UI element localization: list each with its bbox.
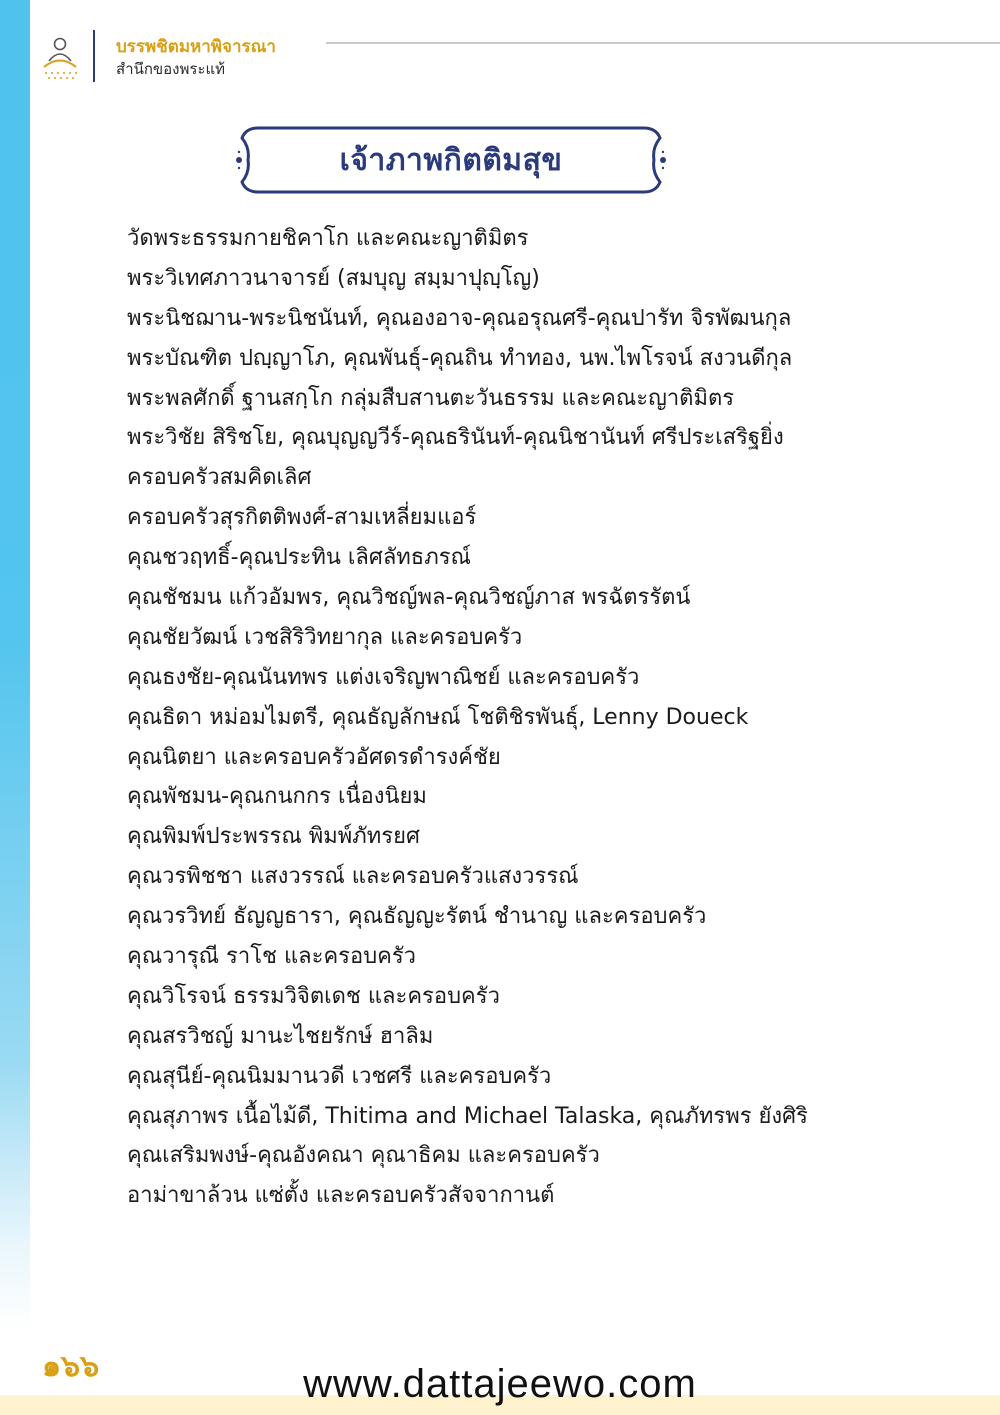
list-item: พระบัณฑิต ปญฺญาโภ, คุณพันธุ์-คุณถิน ทำทอง, นพ.ไพโรจน์ สงวนดีกุล — [127, 345, 793, 371]
list-item: พระวิเทศภาวนาจารย์ (สมบุญ สมฺมาปุญฺโญ) — [127, 265, 540, 291]
list-item: คุณวรวิทย์ ธัญญธารา, คุณธัญญะรัตน์ ชำนาญ และครอบครัว — [127, 904, 707, 930]
list-item: คุณชวฤทธิ์-คุณประทิน เลิศลัทธภรณ์ — [127, 545, 471, 571]
list-item: คุณวรพิชชา แสงวรรณ์ และครอบครัวแสงวรรณ์ — [127, 864, 579, 890]
watermark-url: www.dattajeewo.com — [303, 1362, 697, 1406]
list-item: พระพลศักดิ์ ฐานสกฺโก กลุ่มสืบสานตะวันธรรม และคณะญาติมิตร — [127, 385, 735, 411]
list-item: คุณนิตยา และครอบครัวอัศดรดำรงค์ชัย — [127, 744, 501, 770]
header-subtitle: สำนึกของพระแท้ — [116, 60, 226, 78]
list-item: พระวิชัย สิริชโย, คุณบุญญวีร์-คุณธรินันท์-คุณนิชานันท์ ศรีประเสริฐยิ่ง — [127, 425, 784, 451]
header-rule — [326, 42, 1000, 44]
list-item: คุณธงชัย-คุณนันทพร แต่งเจริญพาณิชย์ และครอบครัว — [127, 664, 640, 690]
list-item: คุณสุภาพร เนื้อไม้ดี, Thitima and Michael Talaska, คุณภัทรพร ยังศิริ — [127, 1103, 808, 1129]
list-item: คุณชัยวัฒน์ เวชสิริวิทยากุล และครอบครัว — [127, 624, 523, 650]
header-title: บรรพชิตมหาพิจารณา — [116, 37, 276, 57]
list-item: คุณสุนีย์-คุณนิมมานวดี เวชศรี และครอบครัว — [127, 1063, 552, 1089]
section-title-banner — [228, 122, 674, 198]
list-item: ครอบครัวสุรกิตติพงศ์-สามเหลี่ยมแอร์ — [127, 505, 477, 531]
list-item: คุณธิดา หม่อมไมตรี, คุณธัญลักษณ์ โชติชิรพันธุ์, Lenny Doueck — [127, 704, 749, 730]
list-item: คุณวิโรจน์ ธรรมวิจิตเดช และครอบครัว — [127, 983, 500, 1009]
list-item: คุณชัชมน แก้วอัมพร, คุณวิชญ์พล-คุณวิชญ์ภาส พรฉัตรรัตน์ — [127, 585, 691, 611]
page-title: เจ้าภาพกิตติมสุข — [339, 142, 563, 178]
list-item: พระนิชฌาน-พระนิชนันท์, คุณองอาจ-คุณอรุณศรี-คุณปารัท จิรพัฒนกุล — [127, 305, 792, 331]
list-item: คุณเสริมพงษ์-คุณอังคณา คุณาธิคม และครอบครัว — [127, 1143, 600, 1169]
side-color-stripe — [0, 0, 30, 1415]
list-item: คุณพัชมน-คุณกนกกร เนื่องนิยม — [127, 784, 427, 810]
monk-logo-icon — [40, 34, 80, 80]
page-number: ๑๖๖ — [42, 1349, 100, 1384]
list-item: อาม่าขาล้วน แซ่ตั้ง และครอบครัวสัจจากานต์ — [127, 1183, 555, 1209]
sponsor-list — [127, 219, 947, 1216]
list-item: วัดพระธรรมกายชิคาโก และคณะญาติมิตร — [127, 226, 529, 251]
list-item: คุณวารุณี ราโช และครอบครัว — [127, 944, 417, 970]
list-item: คุณพิมพ์ประพรรณ พิมพ์ภัทรยศ — [127, 824, 420, 850]
header-divider — [93, 30, 95, 82]
list-item: คุณสรวิชญ์ มานะไชยรักษ์ ฮาลิม — [127, 1023, 434, 1049]
list-item: ครอบครัวสมคิดเลิศ — [127, 465, 312, 491]
